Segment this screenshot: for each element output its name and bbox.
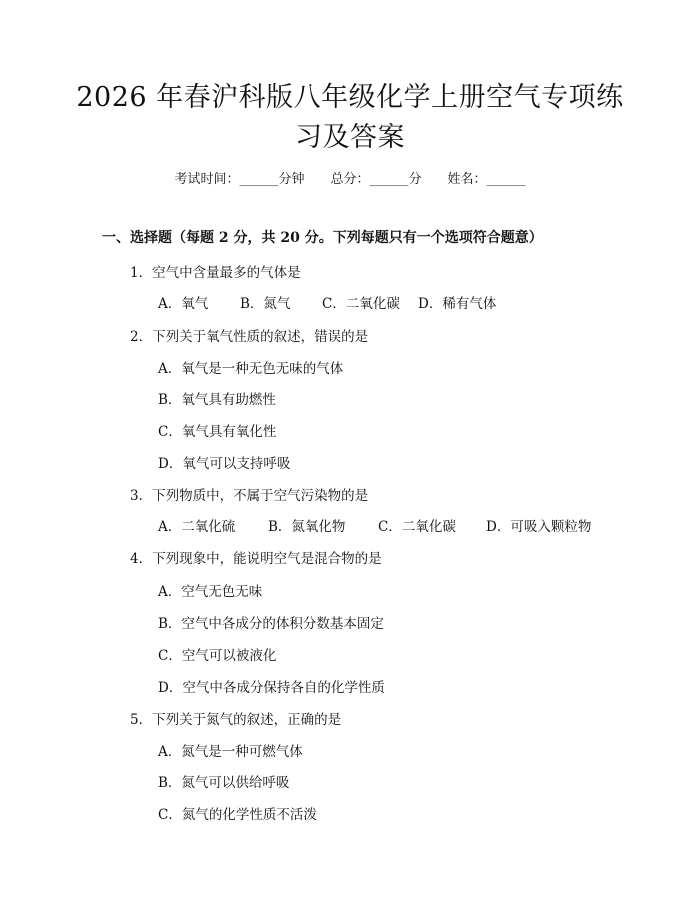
question-3-stem: 3．下列物质中，不属于空气污染物的是 [130,488,369,504]
question-5-stem: 5．下列关于氮气的叙述，正确的是 [130,712,342,728]
question-5-option-b: B．氮气可以供给呼吸 [158,775,290,791]
question-5-option-c: C．氮气的化学性质不活泼 [158,807,317,823]
exam-info-line: 考试时间：______分钟 总分：______分 姓名：______ [174,172,526,187]
question-5-option-a: A．氮气是一种可燃气体 [158,744,303,760]
question-2-option-d: D．氧气可以支持呼吸 [158,456,291,472]
question-2-stem: 2．下列关于氧气性质的叙述，错误的是 [130,329,369,345]
question-4-stem: 4．下列现象中，能说明空气是混合物的是 [130,551,382,567]
question-3-option-b: B．氮氧化物 [268,519,346,535]
question-4-option-d: D．空气中各成分保持各自的化学性质 [158,680,385,696]
question-4-option-a: A．空气无色无味 [158,584,263,600]
question-3-option-d: D．可吸入颗粒物 [486,519,592,535]
document-title [40,78,660,158]
question-2-option-c: C．氧气具有氧化性 [158,424,277,440]
question-1-stem: 1．空气中含量最多的气体是 [130,265,301,281]
question-1-option-a: A．氧气 [158,296,209,312]
section-heading-multiple-choice: 一、选择题（每题 2 分，共 20 分。下列每题只有一个选项符合题意） [102,230,543,246]
question-4-option-b: B．空气中各成分的体积分数基本固定 [158,616,384,632]
question-1-option-b: B．氮气 [240,296,291,312]
question-2-option-b: B．氧气具有助燃性 [158,392,276,408]
question-4-option-c: C．空气可以被液化 [158,648,277,664]
question-3-option-a: A．二氧化硫 [158,519,236,535]
question-2-option-a: A．氧气是一种无色无味的气体 [158,361,344,377]
title-line-1: 2026 年春沪科版八年级化学上册空气专项练 [76,82,624,113]
question-3-option-c: C．二氧化碳 [378,519,456,535]
question-1-option-d: D．稀有气体 [418,296,497,312]
title-line-2: 习及答案 [295,122,405,153]
question-1-option-c: C．二氧化碳 [322,296,400,312]
